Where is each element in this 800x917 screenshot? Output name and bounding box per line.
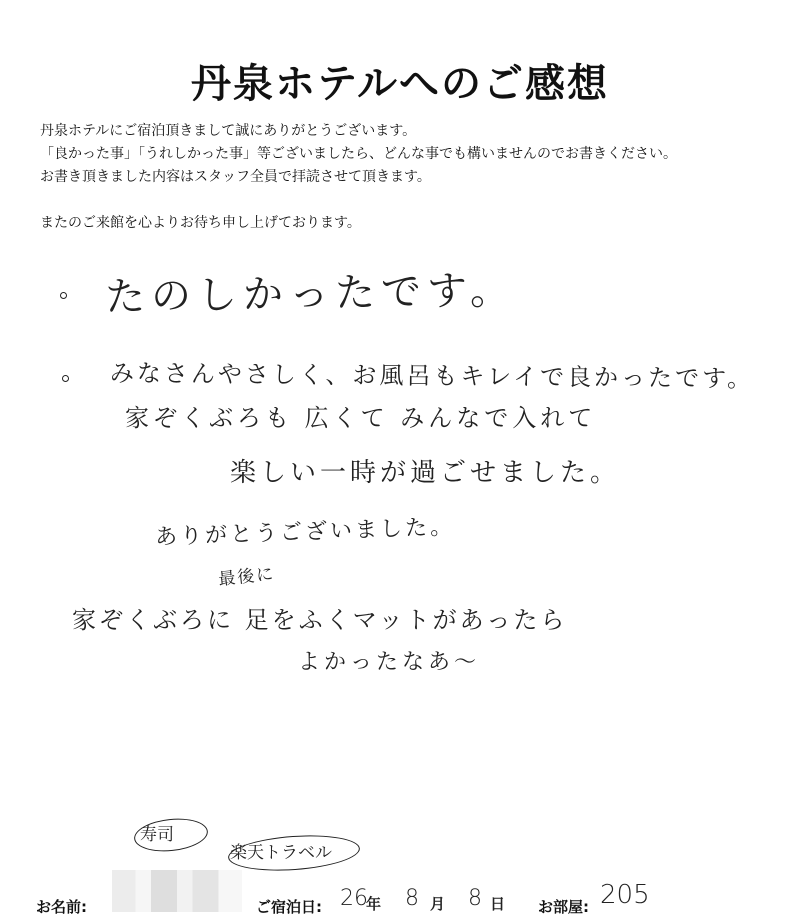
name-label: お名前: bbox=[36, 898, 87, 916]
day-unit: 日 bbox=[490, 895, 506, 913]
intro-line: またのご来館を心よりお待ち申し上げております。 bbox=[40, 215, 361, 231]
stay-date-label: ご宿泊日: bbox=[256, 898, 322, 916]
circled-note-text: 楽天トラベル bbox=[230, 843, 332, 863]
intro-text bbox=[40, 120, 780, 235]
form-title: 丹泉ホテルへのご感想 bbox=[191, 61, 609, 107]
handwritten-line: 家ぞくぶろも 広くて みんなで入れて bbox=[125, 404, 597, 432]
handwritten-insert: 最後に bbox=[217, 564, 277, 590]
stay-day: 8 bbox=[468, 886, 482, 911]
intro-line: 「良かった事」「うれしかった事」等ございましたら、どんな事でも構いませんのでお書きください。 bbox=[40, 146, 677, 162]
handwritten-line: よかったなあ～ bbox=[298, 650, 481, 675]
year-unit: 年 bbox=[366, 895, 382, 913]
month-unit: 月 bbox=[430, 895, 446, 913]
intro-line: 丹泉ホテルにご宿泊頂きまして誠にありがとうございます。 bbox=[40, 123, 417, 139]
handwritten-line: ありがとうございました。 bbox=[154, 514, 456, 551]
intro-line: お書き頂きました内容はスタッフ全員で拝読させて頂きます。 bbox=[40, 169, 431, 185]
room-number: 205 bbox=[600, 880, 650, 910]
handwritten-line: みなさんやさしく、お風呂もキレイで良かったです。 bbox=[109, 359, 755, 393]
handwritten-line: 楽しい一時が過ごせました。 bbox=[230, 458, 621, 488]
bullet-dot bbox=[62, 375, 69, 382]
bullet-dot bbox=[60, 292, 67, 299]
room-label: お部屋: bbox=[538, 898, 589, 916]
form-footer bbox=[0, 888, 800, 916]
stay-month: 8 bbox=[405, 886, 419, 911]
handwritten-line: たのしかったです。 bbox=[104, 267, 517, 321]
circled-note-text: 寿司 bbox=[140, 825, 174, 845]
stay-year: 26 bbox=[340, 886, 368, 911]
handwritten-line: 家ぞくぶろに 足をふくマットがあったら bbox=[72, 606, 568, 634]
